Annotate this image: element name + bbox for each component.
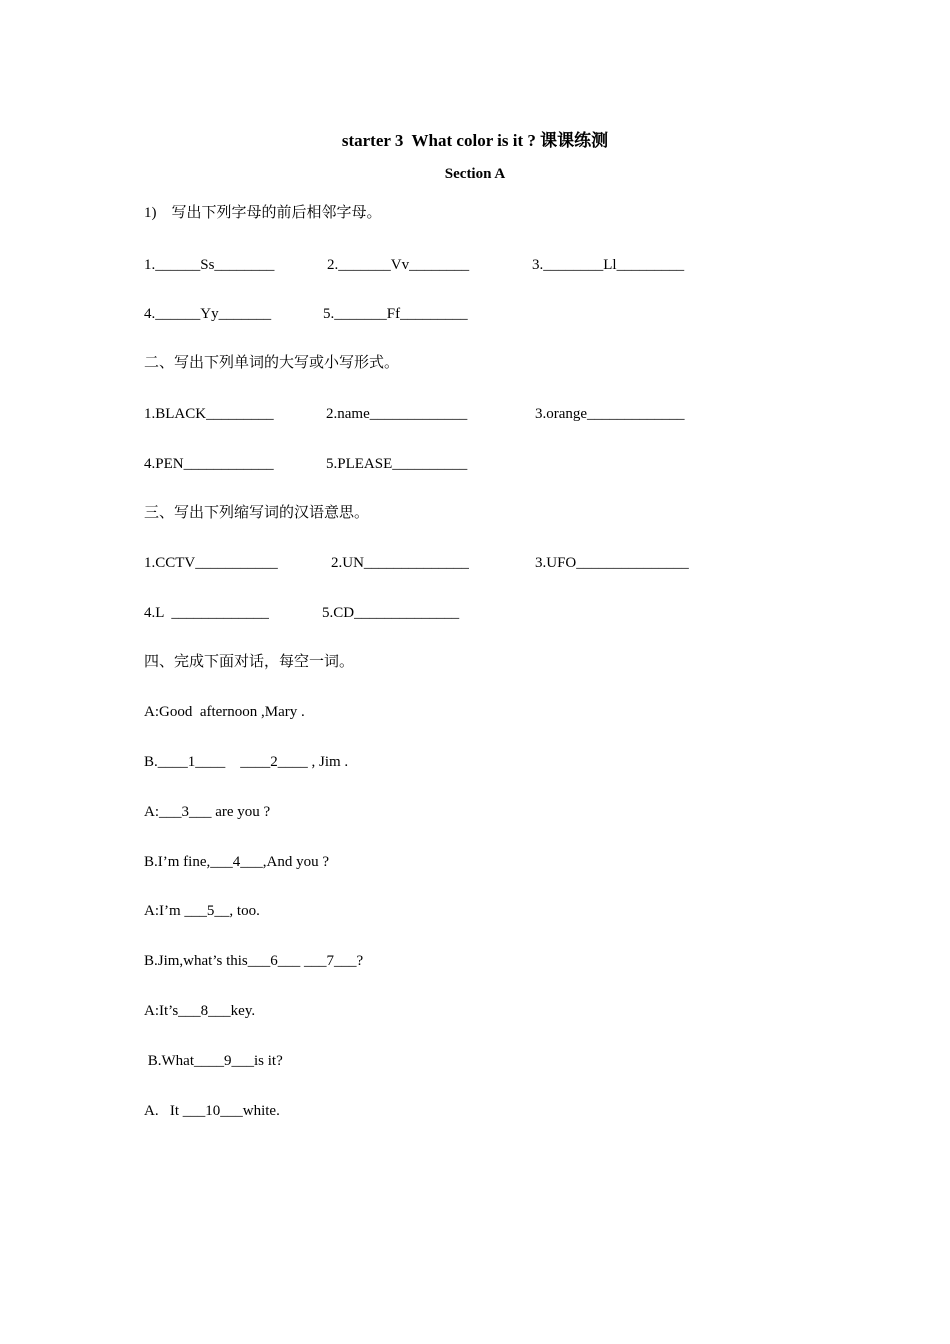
section3-item-2: 2.UN______________ [331,555,469,571]
section-subtitle: Section A [444,166,506,182]
section3-item-4: 4.L _____________ [144,605,269,621]
dialogue-line: B.____1____ ____2____ , Jim . [144,754,349,770]
section2-item-3: 3.orange_____________ [535,406,685,422]
section1-item-4: 4.______Yy_______ [144,306,272,322]
dialogue-line: A:It’s___8___key. [144,1003,256,1019]
dialogue-line: B.I’m fine,___4___,And you ? [144,854,329,870]
section4-heading: 四、完成下面对话，每空一词。 [144,654,355,670]
dialogue-line: A:I’m ___5__, too. [144,903,260,919]
section3-item-5: 5.CD______________ [322,605,460,621]
section1-heading: 1) 写出下列字母的前后相邻字母。 [144,205,382,221]
dialogue-line: B.What____9___is it? [144,1053,283,1069]
section1-item-5: 5._______Ff_________ [323,306,468,322]
dialogue-line: A. It ___10___white. [144,1103,280,1119]
section2-item-4: 4.PEN____________ [144,456,274,472]
section2-item-5: 5.PLEASE__________ [326,456,468,472]
section2-item-2: 2.name_____________ [326,406,468,422]
section2-heading: 二、写出下列单词的大写或小写形式。 [144,355,400,371]
dialogue-line: A:___3___ are you ? [144,804,271,820]
section1-item-1: 1.______Ss________ [144,257,275,273]
section3-heading: 三、写出下列缩写词的汉语意思。 [144,505,370,521]
section3-item-1: 1.CCTV___________ [144,555,278,571]
section3-item-3: 3.UFO_______________ [535,555,689,571]
dialogue-line: A:Good afternoon ,Mary . [144,704,305,720]
page-title: starter 3 What color is it ? 课课练测 [341,131,609,150]
dialogue-line: B.Jim,what’s this___6___ ___7___? [144,953,364,969]
section2-item-1: 1.BLACK_________ [144,406,274,422]
section1-item-2: 2._______Vv________ [327,257,470,273]
section1-item-3: 3.________Ll_________ [532,257,685,273]
